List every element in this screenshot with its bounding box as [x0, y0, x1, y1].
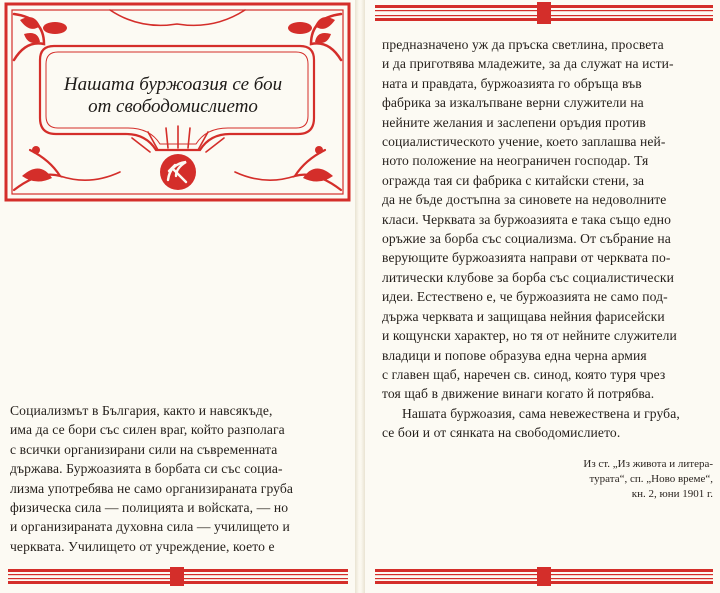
text-line: владици и попове образува една черна армия: [382, 347, 647, 363]
text-line: Социализмът в България, както и навсякъде,: [10, 403, 273, 418]
text-line: огражда тая си фабрика с китайски стени, за: [382, 172, 645, 188]
text-line: оръжие за борба със социализма. От събрание на: [382, 231, 671, 247]
citation-line: кн. 2, юни 1901 г.: [631, 488, 713, 500]
text-line: тоя щаб в движение винаги когато й потрябва.: [382, 386, 655, 402]
citation-line: Из ст. „Из живота и литера-: [583, 458, 713, 470]
text-line: Нашата буржоазия, сама невежествена и груба,: [402, 405, 680, 421]
text-line: верующите буржоазията направи от черквата по-: [382, 250, 671, 266]
text-line: ното положение на неограничен господар. Тя: [382, 153, 649, 169]
text-line: с всички организирани сили на съвременната: [10, 441, 278, 457]
right-body-text: [382, 35, 710, 443]
text-line: фабрика за изкалъпване верни служители на: [382, 95, 644, 111]
text-line: класи. Черквата за буржоазията е така също едно: [382, 211, 672, 227]
left-body-text: [10, 401, 340, 556]
book-gutter: [355, 0, 365, 593]
text-line: социалистическото учение, което заплашва ней-: [382, 134, 666, 150]
text-line: и да приготвява младежите, за да служат на исти-: [382, 56, 674, 72]
chapter-title-line-2: от свободомислието: [88, 96, 258, 117]
text-line: се бои и от сянката на свободомислието.: [382, 425, 621, 441]
text-line: да не бъде достъпна за синовете на недоволните: [382, 192, 667, 208]
text-line: лизма употребява не само организираната груба: [10, 480, 294, 496]
text-line: държава. Буржоазията в борбата си със социа-: [10, 461, 283, 477]
left-footer-ornament: [0, 566, 355, 588]
right-header-ornament: [365, 2, 720, 26]
citation-line: турата“, сп. „Ново време“,: [589, 473, 713, 485]
text-line: литически клубове за борба със социалистически: [382, 269, 675, 285]
chapter-title-line-1: Нашата буржоазия се бои: [63, 74, 283, 95]
text-line: и организираната духовна сила — училището и: [10, 519, 290, 535]
text-line: предназначено уж да пръска светлина, просвета: [382, 37, 664, 52]
text-line: идеи. Естествено е, че буржоазията не само под-: [382, 289, 668, 305]
text-line: нейните желания и заслепени оръдия против: [382, 114, 646, 130]
text-line: държа черквата и защищава нейния фарисейски: [382, 308, 665, 324]
right-footer-ornament: [365, 566, 720, 588]
source-citation: [535, 457, 713, 502]
text-line: и кощунски характер, но тя от нейните служители: [382, 328, 677, 344]
text-line: има да се бори със силен враг, който разполага: [10, 422, 285, 438]
text-line: с главен щаб, наречен св. синод, която туря чрез: [382, 366, 666, 382]
chapter-title: [42, 74, 304, 118]
text-line: ната и правдата, буржоазията го обръща във: [382, 75, 642, 91]
text-line: черквата. Училището от учреждение, което е: [10, 538, 275, 554]
text-line: физическа сила — полицията и войската, — но: [10, 500, 289, 516]
